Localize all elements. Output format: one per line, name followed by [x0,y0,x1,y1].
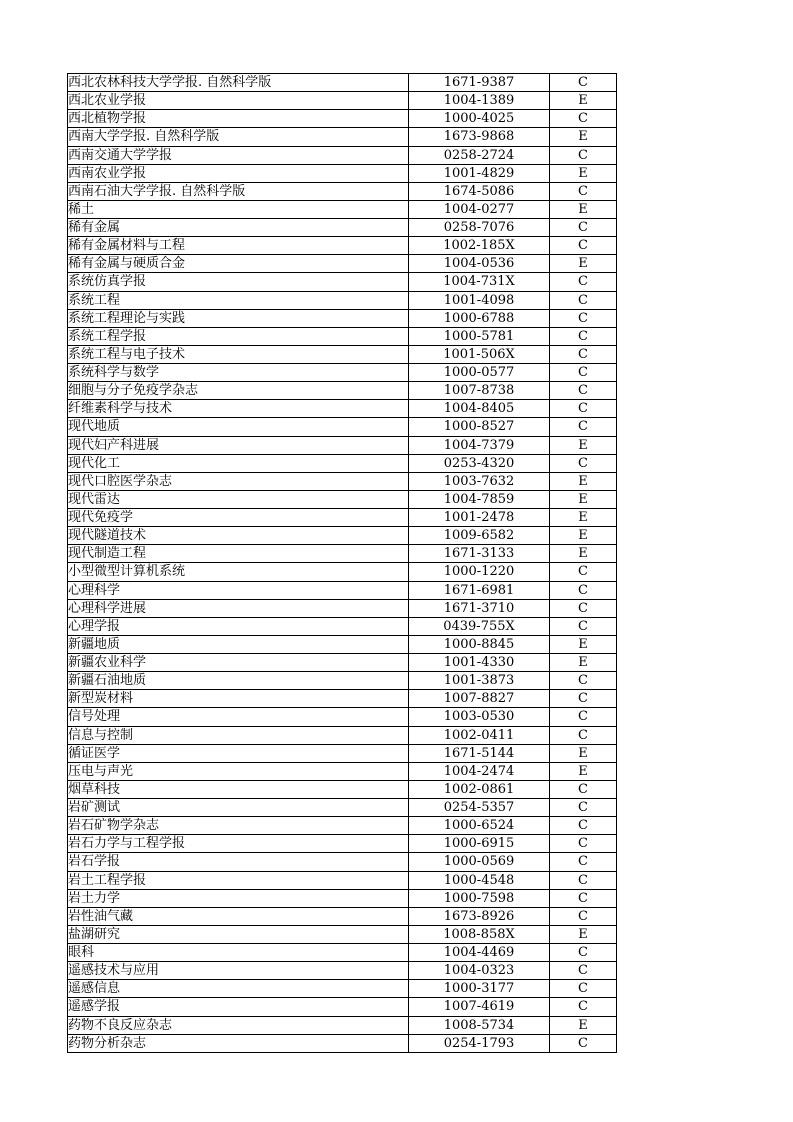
table-row [68,472,617,490]
category-cell: E [550,1016,617,1034]
issn-cell: 1004-0277 [409,200,550,218]
table-row [68,708,617,726]
table-row [68,436,617,454]
category-cell: C [550,182,617,200]
issn-cell: 1004-0536 [409,255,550,273]
issn-cell: 1673-8926 [409,907,550,925]
issn-cell: 1671-3710 [409,599,550,617]
table-row [68,944,617,962]
category-cell: C [550,400,617,418]
journal-name-cell: 西北农业学报 [68,92,409,110]
journal-name-cell: 眼科 [68,944,409,962]
issn-cell: 1004-2474 [409,762,550,780]
journal-name-cell: 药物分析杂志 [68,1034,409,1052]
category-cell: C [550,563,617,581]
category-cell: C [550,980,617,998]
category-cell: E [550,200,617,218]
table-row [68,853,617,871]
issn-cell: 1000-0577 [409,364,550,382]
table-row [68,672,617,690]
journal-name-cell: 现代制造工程 [68,545,409,563]
category-cell: C [550,672,617,690]
table-row [68,780,617,798]
issn-cell: 1000-4025 [409,110,550,128]
journal-name-cell: 系统工程与电子技术 [68,345,409,363]
journal-name-cell: 稀土 [68,200,409,218]
issn-cell: 1000-6915 [409,835,550,853]
table-row [68,799,617,817]
table-row [68,291,617,309]
journal-name-cell: 新疆地质 [68,635,409,653]
journal-name-cell: 药物不良反应杂志 [68,1016,409,1034]
issn-cell: 1007-8738 [409,382,550,400]
category-cell: C [550,907,617,925]
journal-name-cell: 遥感技术与应用 [68,962,409,980]
journal-name-cell: 岩土力学 [68,889,409,907]
issn-cell: 1002-0861 [409,780,550,798]
journal-name-cell: 岩矿测试 [68,799,409,817]
journal-name-cell: 稀有金属与硬质合金 [68,255,409,273]
table-row [68,998,617,1016]
table-row [68,690,617,708]
category-cell: C [550,944,617,962]
journal-name-cell: 西南交通大学学报 [68,146,409,164]
table-row [68,545,617,563]
issn-cell: 1003-0530 [409,708,550,726]
issn-cell: 1671-3133 [409,545,550,563]
journal-name-cell: 信号处理 [68,708,409,726]
journal-name-cell: 盐湖研究 [68,925,409,943]
table-row [68,200,617,218]
table-row [68,925,617,943]
table-row [68,237,617,255]
category-cell: E [550,635,617,653]
table-row [68,509,617,527]
category-cell: C [550,690,617,708]
journal-name-cell: 岩石学报 [68,853,409,871]
journal-name-cell: 现代妇产科进展 [68,436,409,454]
issn-cell: 1004-7859 [409,490,550,508]
journal-name-cell: 稀有金属材料与工程 [68,237,409,255]
journal-name-cell: 细胞与分子免疫学杂志 [68,382,409,400]
journal-name-cell: 西北植物学报 [68,110,409,128]
issn-cell: 1001-4098 [409,291,550,309]
issn-cell: 1001-506X [409,345,550,363]
category-cell: E [550,654,617,672]
issn-cell: 1007-8827 [409,690,550,708]
category-cell: C [550,962,617,980]
table-row [68,418,617,436]
table-row [68,327,617,345]
issn-cell: 1004-0323 [409,962,550,980]
issn-cell: 1002-0411 [409,726,550,744]
issn-cell: 1000-0569 [409,853,550,871]
journal-name-cell: 系统工程理论与实践 [68,309,409,327]
category-cell: C [550,1034,617,1052]
table-row [68,654,617,672]
issn-cell: 0254-1793 [409,1034,550,1052]
journal-table-body [68,74,617,1053]
category-cell: C [550,291,617,309]
journal-name-cell: 岩性油气藏 [68,907,409,925]
journal-name-cell: 西南大学学报. 自然科学版 [68,128,409,146]
category-cell: C [550,327,617,345]
table-row [68,74,617,92]
table-row [68,309,617,327]
journal-name-cell: 遥感学报 [68,998,409,1016]
journal-name-cell: 新疆石油地质 [68,672,409,690]
category-cell: E [550,255,617,273]
table-row [68,835,617,853]
issn-cell: 1001-3873 [409,672,550,690]
journal-name-cell: 小型微型计算机系统 [68,563,409,581]
journal-name-cell: 现代口腔医学杂志 [68,472,409,490]
issn-cell: 1001-4829 [409,164,550,182]
category-cell: C [550,146,617,164]
journal-name-cell: 循证医学 [68,744,409,762]
journal-name-cell: 西北农林科技大学学报. 自然科学版 [68,74,409,92]
table-row [68,889,617,907]
journal-name-cell: 系统工程 [68,291,409,309]
category-cell: C [550,581,617,599]
journal-name-cell: 心理学报 [68,617,409,635]
journal-name-cell: 现代化工 [68,454,409,472]
journal-name-cell: 岩石力学与工程学报 [68,835,409,853]
table-row [68,400,617,418]
journal-name-cell: 岩土工程学报 [68,871,409,889]
category-cell: C [550,889,617,907]
table-row [68,563,617,581]
category-cell: E [550,509,617,527]
issn-cell: 1009-6582 [409,527,550,545]
journal-name-cell: 稀有金属 [68,219,409,237]
category-cell: E [550,762,617,780]
issn-cell: 1673-9868 [409,128,550,146]
issn-cell: 1671-6981 [409,581,550,599]
issn-cell: 1007-4619 [409,998,550,1016]
table-row [68,182,617,200]
category-cell: E [550,472,617,490]
table-row [68,1034,617,1052]
category-cell: C [550,454,617,472]
journal-name-cell: 西南农业学报 [68,164,409,182]
issn-cell: 1004-7379 [409,436,550,454]
journal-name-cell: 系统科学与数学 [68,364,409,382]
table-row [68,92,617,110]
issn-cell: 0439-755X [409,617,550,635]
category-cell: C [550,799,617,817]
table-row [68,1016,617,1034]
issn-cell: 1003-7632 [409,472,550,490]
issn-cell: 1008-5734 [409,1016,550,1034]
table-row [68,490,617,508]
category-cell: E [550,128,617,146]
table-row [68,345,617,363]
issn-cell: 1004-1389 [409,92,550,110]
table-row [68,980,617,998]
journal-name-cell: 心理科学进展 [68,599,409,617]
journal-name-cell: 现代地质 [68,418,409,436]
issn-cell: 1000-1220 [409,563,550,581]
issn-cell: 1004-731X [409,273,550,291]
journal-name-cell: 烟草科技 [68,780,409,798]
issn-cell: 1000-8845 [409,635,550,653]
issn-cell: 0258-2724 [409,146,550,164]
issn-cell: 1000-5781 [409,327,550,345]
table-row [68,907,617,925]
category-cell: E [550,744,617,762]
table-row [68,762,617,780]
table-row [68,146,617,164]
issn-cell: 0258-7076 [409,219,550,237]
journal-name-cell: 现代免疫学 [68,509,409,527]
category-cell: E [550,490,617,508]
table-row [68,635,617,653]
issn-cell: 1000-4548 [409,871,550,889]
table-row [68,581,617,599]
table-row [68,962,617,980]
table-row [68,817,617,835]
issn-cell: 1000-3177 [409,980,550,998]
journal-name-cell: 现代雷达 [68,490,409,508]
journal-name-cell: 纤维素科学与技术 [68,400,409,418]
issn-cell: 1000-6524 [409,817,550,835]
category-cell: C [550,998,617,1016]
table-row [68,744,617,762]
table-row [68,110,617,128]
table-row [68,273,617,291]
table-row [68,219,617,237]
journal-name-cell: 信息与控制 [68,726,409,744]
category-cell: C [550,599,617,617]
issn-cell: 0254-5357 [409,799,550,817]
category-cell: C [550,237,617,255]
table-row [68,599,617,617]
journal-name-cell: 遥感信息 [68,980,409,998]
table-row [68,871,617,889]
table-row [68,255,617,273]
journal-name-cell: 新型炭材料 [68,690,409,708]
category-cell: C [550,835,617,853]
category-cell: E [550,925,617,943]
category-cell: C [550,871,617,889]
category-cell: C [550,74,617,92]
category-cell: C [550,110,617,128]
table-row [68,128,617,146]
table-row [68,454,617,472]
category-cell: C [550,273,617,291]
issn-cell: 1004-8405 [409,400,550,418]
issn-cell: 1671-9387 [409,74,550,92]
journal-name-cell: 新疆农业科学 [68,654,409,672]
category-cell: C [550,219,617,237]
category-cell: C [550,364,617,382]
category-cell: C [550,418,617,436]
issn-cell: 1000-8527 [409,418,550,436]
journal-name-cell: 压电与声光 [68,762,409,780]
category-cell: E [550,92,617,110]
category-cell: C [550,853,617,871]
category-cell: E [550,545,617,563]
journal-name-cell: 西南石油大学学报. 自然科学版 [68,182,409,200]
category-cell: C [550,726,617,744]
category-cell: C [550,309,617,327]
journal-name-cell: 系统仿真学报 [68,273,409,291]
issn-cell: 1008-858X [409,925,550,943]
category-cell: C [550,382,617,400]
journal-name-cell: 现代隧道技术 [68,527,409,545]
issn-cell: 1004-4469 [409,944,550,962]
category-cell: E [550,527,617,545]
journal-name-cell: 系统工程学报 [68,327,409,345]
table-row [68,527,617,545]
category-cell: C [550,345,617,363]
category-cell: E [550,164,617,182]
table-row [68,364,617,382]
category-cell: C [550,617,617,635]
issn-cell: 1000-7598 [409,889,550,907]
category-cell: C [550,708,617,726]
table-row [68,726,617,744]
issn-cell: 1000-6788 [409,309,550,327]
journal-name-cell: 岩石矿物学杂志 [68,817,409,835]
journal-table [67,73,617,1053]
issn-cell: 1674-5086 [409,182,550,200]
journal-name-cell: 心理科学 [68,581,409,599]
table-row [68,382,617,400]
category-cell: C [550,817,617,835]
category-cell: E [550,436,617,454]
table-row [68,617,617,635]
table-row [68,164,617,182]
issn-cell: 0253-4320 [409,454,550,472]
issn-cell: 1001-2478 [409,509,550,527]
issn-cell: 1002-185X [409,237,550,255]
issn-cell: 1671-5144 [409,744,550,762]
issn-cell: 1001-4330 [409,654,550,672]
category-cell: C [550,780,617,798]
